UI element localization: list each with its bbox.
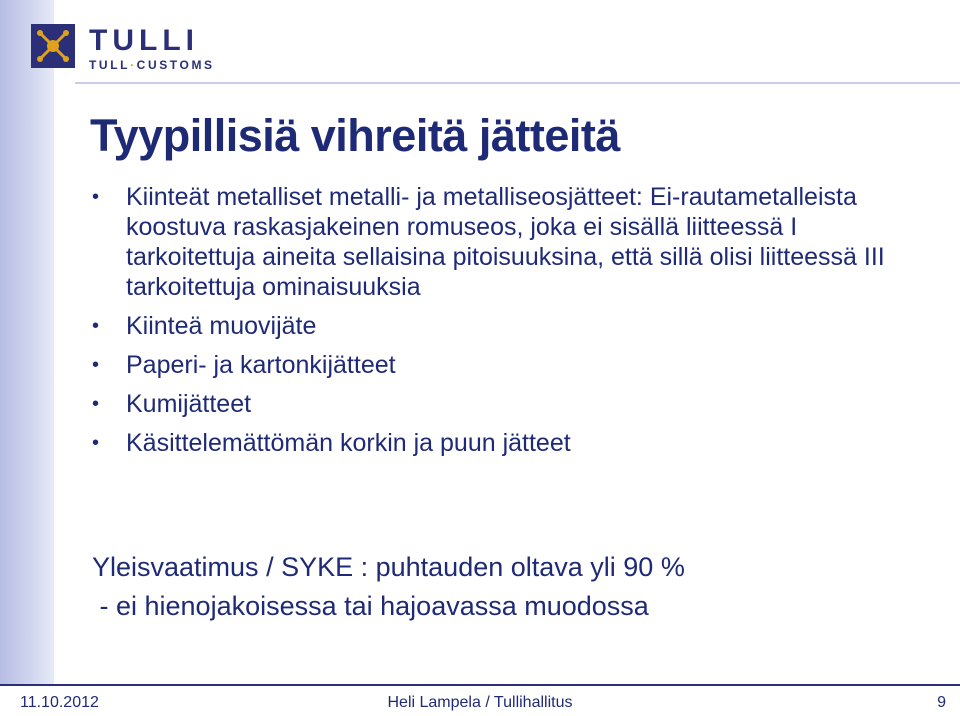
- bullet-text: Kiinteä muovijäte: [126, 312, 317, 340]
- logo-wordmark: TULLI: [89, 24, 199, 57]
- bullet-text: Paperi- ja kartonkijätteet: [126, 351, 396, 379]
- tagline-tull: TULL: [89, 58, 131, 72]
- bullet-item: [92, 182, 932, 302]
- side-decoration-bar: [0, 0, 54, 684]
- bullet-icon: •: [92, 432, 100, 454]
- footer-divider: [0, 684, 960, 686]
- tagline-customs: CUSTOMS: [136, 58, 215, 72]
- bullet-item: [92, 389, 932, 419]
- bullet-text: Kiinteät metalliset metalli- ja metalliseosjätteet: Ei-rautametalleista koostuva raskasjakeinen romuseos, joka ei sisällä liitteessä I tarkoitettuja aineita sellaisina pitoisuuksina, että sillä olisi liitteessä III tarkoitettuja ominaisuuksia: [126, 183, 885, 301]
- bullet-icon: •: [92, 393, 100, 415]
- footer-date: 11.10.2012: [20, 694, 99, 711]
- customs-emblem-icon: [31, 24, 75, 68]
- footer-author: Heli Lampela / Tullihallitus: [387, 694, 573, 711]
- slide-title: Tyypillisiä vihreitä jätteitä: [90, 110, 620, 161]
- requirement-line-2: - ei hienojakoisessa tai hajoavassa muodossa: [92, 591, 649, 621]
- bullet-item: [92, 428, 932, 458]
- bullet-list: [92, 182, 932, 467]
- tagline-dot: ·: [130, 58, 137, 72]
- bullet-item: [92, 350, 932, 380]
- bullet-text: Käsittelemättömän korkin ja puun jätteet: [126, 429, 571, 457]
- requirement-line-1: Yleisvaatimus / SYKE : puhtauden oltava yli 90 %: [92, 552, 685, 582]
- bullet-item: [92, 311, 932, 341]
- header-divider: [75, 82, 960, 84]
- bullet-text: Kumijätteet: [126, 390, 252, 418]
- bullet-icon: •: [92, 315, 100, 337]
- bullet-icon: •: [92, 354, 100, 376]
- slide-footer: [0, 692, 960, 714]
- page-number: 9: [937, 694, 946, 711]
- logo-tagline: [89, 58, 215, 72]
- bullet-icon: •: [92, 186, 100, 208]
- tulli-logo: [31, 24, 271, 80]
- requirement-note: [92, 548, 932, 626]
